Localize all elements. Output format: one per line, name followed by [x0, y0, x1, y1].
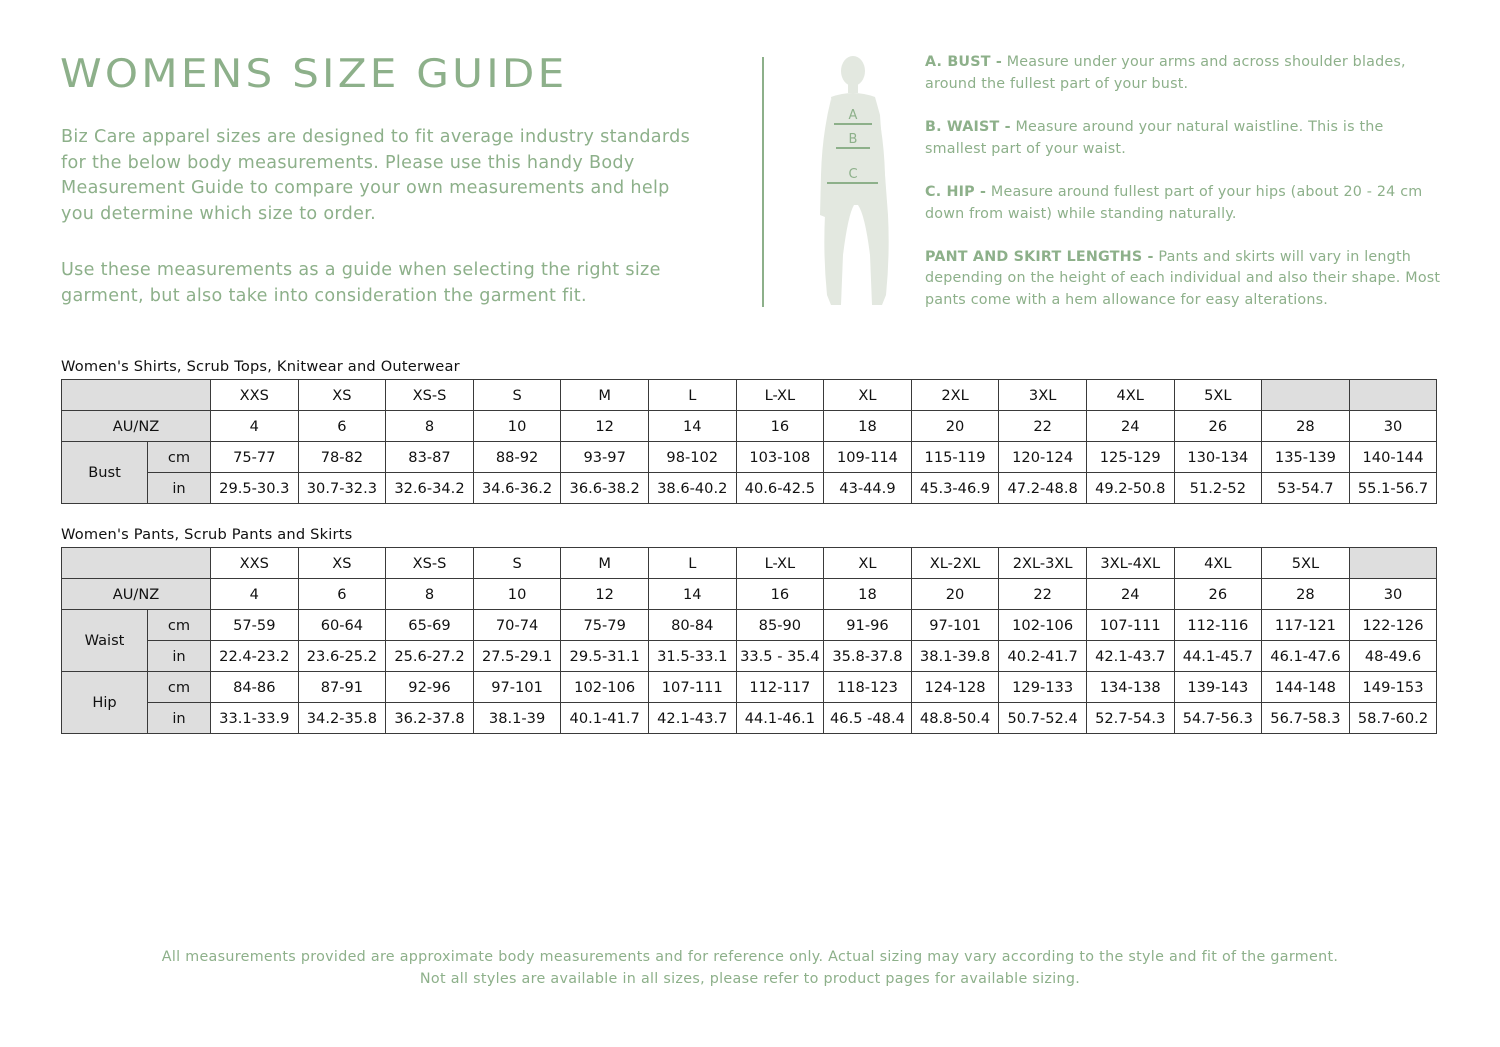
au-nz-cell: 26	[1174, 411, 1262, 442]
size-header-cell: L-XL	[736, 380, 824, 411]
au-nz-cell: 12	[561, 579, 649, 610]
value-cell: 87-91	[298, 672, 386, 703]
value-cell: 75-77	[211, 442, 299, 473]
table-row	[62, 703, 1437, 734]
value-cell: 88-92	[473, 442, 561, 473]
value-cell: 32.6-34.2	[386, 473, 474, 504]
size-header-cell: S	[473, 380, 561, 411]
value-cell: 93-97	[561, 442, 649, 473]
size-header-cell	[1262, 380, 1350, 411]
value-cell: 38.1-39	[473, 703, 561, 734]
value-cell: 50.7-52.4	[999, 703, 1087, 734]
value-cell: 42.1-43.7	[1086, 641, 1174, 672]
value-cell: 49.2-50.8	[1086, 473, 1174, 504]
size-header-cell: XL	[824, 380, 912, 411]
au-nz-cell: 14	[648, 411, 736, 442]
au-nz-cell: 24	[1086, 579, 1174, 610]
size-header-cell: M	[561, 548, 649, 579]
size-header-cell: XS	[298, 380, 386, 411]
value-cell: 83-87	[386, 442, 474, 473]
value-cell: 117-121	[1262, 610, 1350, 641]
value-cell: 23.6-25.2	[298, 641, 386, 672]
size-header-cell: XS-S	[386, 548, 474, 579]
value-cell: 22.4-23.2	[211, 641, 299, 672]
value-cell: 129-133	[999, 672, 1087, 703]
body-figure-illustration	[810, 55, 900, 310]
au-nz-cell: 12	[561, 411, 649, 442]
footer-notes	[0, 946, 1500, 990]
value-cell: 84-86	[211, 672, 299, 703]
pants-size-table	[61, 547, 1437, 734]
unit-cell: cm	[148, 442, 211, 473]
au-nz-cell: 10	[473, 411, 561, 442]
intro-paragraph-2: Use these measurements as a guide when selecting the right size garment, but also take into consideration the garment fit.	[61, 260, 661, 306]
value-cell: 42.1-43.7	[648, 703, 736, 734]
size-header-cell: 5XL	[1174, 380, 1262, 411]
corner-cell	[62, 380, 211, 411]
group-label-cell: Hip	[62, 672, 148, 734]
value-cell: 40.1-41.7	[561, 703, 649, 734]
value-cell: 65-69	[386, 610, 474, 641]
size-row	[62, 380, 1437, 411]
value-cell: 85-90	[736, 610, 824, 641]
page-title: WOMENS SIZE GUIDE	[60, 52, 568, 97]
intro-paragraph-1: Biz Care apparel sizes are designed to fit average industry standards for the below body measurements. Please use this handy Body Measurement Guide to compare your own measurements and help you determine which size to order.	[61, 127, 691, 224]
value-cell: 103-108	[736, 442, 824, 473]
label-a: A	[848, 108, 858, 123]
value-cell: 149-153	[1349, 672, 1437, 703]
value-cell: 112-116	[1174, 610, 1262, 641]
au-nz-cell: 24	[1086, 411, 1174, 442]
value-cell: 115-119	[911, 442, 999, 473]
size-header-cell: XL-2XL	[911, 548, 999, 579]
value-cell: 92-96	[386, 672, 474, 703]
measurement-definitions	[925, 52, 1445, 333]
unit-cell: in	[148, 703, 211, 734]
value-cell: 47.2-48.8	[999, 473, 1087, 504]
size-header-cell: 4XL	[1174, 548, 1262, 579]
value-cell: 25.6-27.2	[386, 641, 474, 672]
table-row	[62, 610, 1437, 641]
size-header-cell: 3XL-4XL	[1086, 548, 1174, 579]
value-cell: 56.7-58.3	[1262, 703, 1350, 734]
size-header-cell: M	[561, 380, 649, 411]
value-cell: 48-49.6	[1349, 641, 1437, 672]
value-cell: 53-54.7	[1262, 473, 1350, 504]
au-nz-row	[62, 411, 1437, 442]
pants-table-title: Women's Pants, Scrub Pants and Skirts	[61, 526, 353, 543]
au-nz-row	[62, 579, 1437, 610]
au-nz-cell: 30	[1349, 579, 1437, 610]
value-cell: 97-101	[911, 610, 999, 641]
value-cell: 38.6-40.2	[648, 473, 736, 504]
value-cell: 43-44.9	[824, 473, 912, 504]
value-cell: 54.7-56.3	[1174, 703, 1262, 734]
value-cell: 135-139	[1262, 442, 1350, 473]
au-nz-cell: 10	[473, 579, 561, 610]
shirts-size-table	[61, 379, 1437, 504]
au-nz-cell: 16	[736, 411, 824, 442]
size-header-cell: 2XL	[911, 380, 999, 411]
value-cell: 70-74	[473, 610, 561, 641]
value-cell: 34.6-36.2	[473, 473, 561, 504]
size-header-cell: 3XL	[999, 380, 1087, 411]
au-nz-cell: 28	[1262, 579, 1350, 610]
value-cell: 44.1-45.7	[1174, 641, 1262, 672]
value-cell: 125-129	[1086, 442, 1174, 473]
size-header-cell: XXS	[211, 380, 299, 411]
footer-line-2: Not all styles are available in all sizes, please refer to product pages for available sizing.	[419, 971, 1081, 987]
value-cell: 30.7-32.3	[298, 473, 386, 504]
value-cell: 130-134	[1174, 442, 1262, 473]
value-cell: 45.3-46.9	[911, 473, 999, 504]
size-header-cell: XL	[824, 548, 912, 579]
value-cell: 124-128	[911, 672, 999, 703]
value-cell: 60-64	[298, 610, 386, 641]
value-cell: 34.2-35.8	[298, 703, 386, 734]
size-row	[62, 548, 1437, 579]
value-cell: 139-143	[1174, 672, 1262, 703]
shirts-table-title: Women's Shirts, Scrub Tops, Knitwear and Outerwear	[61, 358, 460, 375]
group-label-cell: Bust	[62, 442, 148, 504]
value-cell: 58.7-60.2	[1349, 703, 1437, 734]
value-cell: 120-124	[999, 442, 1087, 473]
size-header-cell: 4XL	[1086, 380, 1174, 411]
size-header-cell	[1349, 548, 1437, 579]
value-cell: 55.1-56.7	[1349, 473, 1437, 504]
au-nz-cell: 4	[211, 411, 299, 442]
value-cell: 35.8-37.8	[824, 641, 912, 672]
value-cell: 91-96	[824, 610, 912, 641]
value-cell: 107-111	[1086, 610, 1174, 641]
value-cell: 40.6-42.5	[736, 473, 824, 504]
value-cell: 29.5-30.3	[211, 473, 299, 504]
value-cell: 48.8-50.4	[911, 703, 999, 734]
value-cell: 33.1-33.9	[211, 703, 299, 734]
value-cell: 33.5 - 35.4	[736, 641, 824, 672]
size-header-cell: L-XL	[736, 548, 824, 579]
au-nz-cell: 18	[824, 411, 912, 442]
value-cell: 40.2-41.7	[999, 641, 1087, 672]
value-cell: 134-138	[1086, 672, 1174, 703]
label-c: C	[848, 167, 858, 182]
unit-cell: cm	[148, 672, 211, 703]
value-cell: 57-59	[211, 610, 299, 641]
au-nz-cell: 14	[648, 579, 736, 610]
value-cell: 107-111	[648, 672, 736, 703]
value-cell: 29.5-31.1	[561, 641, 649, 672]
value-cell: 102-106	[561, 672, 649, 703]
au-nz-cell: 8	[386, 579, 474, 610]
value-cell: 112-117	[736, 672, 824, 703]
value-cell: 118-123	[824, 672, 912, 703]
value-cell: 102-106	[999, 610, 1087, 641]
au-nz-cell: 30	[1349, 411, 1437, 442]
value-cell: 80-84	[648, 610, 736, 641]
value-cell: 98-102	[648, 442, 736, 473]
au-nz-cell: 28	[1262, 411, 1350, 442]
unit-cell: cm	[148, 610, 211, 641]
value-cell: 51.2-52	[1174, 473, 1262, 504]
unit-cell: in	[148, 641, 211, 672]
table-row	[62, 641, 1437, 672]
value-cell: 38.1-39.8	[911, 641, 999, 672]
size-header-cell: S	[473, 548, 561, 579]
au-nz-cell: 26	[1174, 579, 1262, 610]
value-cell: 36.2-37.8	[386, 703, 474, 734]
size-header-cell: L	[648, 548, 736, 579]
au-nz-cell: 16	[736, 579, 824, 610]
region-label-cell: AU/NZ	[62, 411, 211, 442]
size-header-cell: L	[648, 380, 736, 411]
value-cell: 27.5-29.1	[473, 641, 561, 672]
region-label-cell: AU/NZ	[62, 579, 211, 610]
unit-cell: in	[148, 473, 211, 504]
size-header-cell: XS	[298, 548, 386, 579]
group-label-cell: Waist	[62, 610, 148, 672]
au-nz-cell: 8	[386, 411, 474, 442]
value-cell: 36.6-38.2	[561, 473, 649, 504]
value-cell: 46.5 -48.4	[824, 703, 912, 734]
au-nz-cell: 22	[999, 579, 1087, 610]
au-nz-cell: 6	[298, 411, 386, 442]
corner-cell	[62, 548, 211, 579]
definition-bust: A. BUST - Measure under your arms and across shoulder blades, around the fullest part of your bust.	[925, 54, 1406, 92]
au-nz-cell: 18	[824, 579, 912, 610]
au-nz-cell: 22	[999, 411, 1087, 442]
value-cell: 75-79	[561, 610, 649, 641]
value-cell: 97-101	[473, 672, 561, 703]
size-header-cell: 2XL-3XL	[999, 548, 1087, 579]
table-row	[62, 473, 1437, 504]
table-row	[62, 672, 1437, 703]
value-cell: 46.1-47.6	[1262, 641, 1350, 672]
divider-line	[762, 57, 764, 307]
definition-waist: B. WAIST - Measure around your natural waistline. This is the smallest part of your waist.	[925, 118, 1384, 157]
definition-hip: C. HIP - Measure around fullest part of your hips (about 20 - 24 cm down from waist) while standing naturally.	[925, 183, 1423, 222]
value-cell: 78-82	[298, 442, 386, 473]
value-cell: 122-126	[1349, 610, 1437, 641]
size-header-cell: 5XL	[1262, 548, 1350, 579]
label-b: B	[848, 132, 858, 147]
size-header-cell	[1349, 380, 1437, 411]
value-cell: 140-144	[1349, 442, 1437, 473]
size-header-cell: XS-S	[386, 380, 474, 411]
value-cell: 52.7-54.3	[1086, 703, 1174, 734]
table-row	[62, 442, 1437, 473]
au-nz-cell: 6	[298, 579, 386, 610]
value-cell: 109-114	[824, 442, 912, 473]
footer-line-1: All measurements provided are approximate body measurements and for reference only. Actual sizing may vary according to the style and fit of the garment.	[161, 949, 1339, 965]
au-nz-cell: 4	[211, 579, 299, 610]
au-nz-cell: 20	[911, 579, 999, 610]
size-header-cell: XXS	[211, 548, 299, 579]
value-cell: 31.5-33.1	[648, 641, 736, 672]
definition-lengths: PANT AND SKIRT LENGTHS - Pants and skirts will vary in length depending on the height of each individual and also their shape. Most pants come with a hem allowance for easy alterations.	[925, 248, 1441, 309]
value-cell: 44.1-46.1	[736, 703, 824, 734]
au-nz-cell: 20	[911, 411, 999, 442]
value-cell: 144-148	[1262, 672, 1350, 703]
